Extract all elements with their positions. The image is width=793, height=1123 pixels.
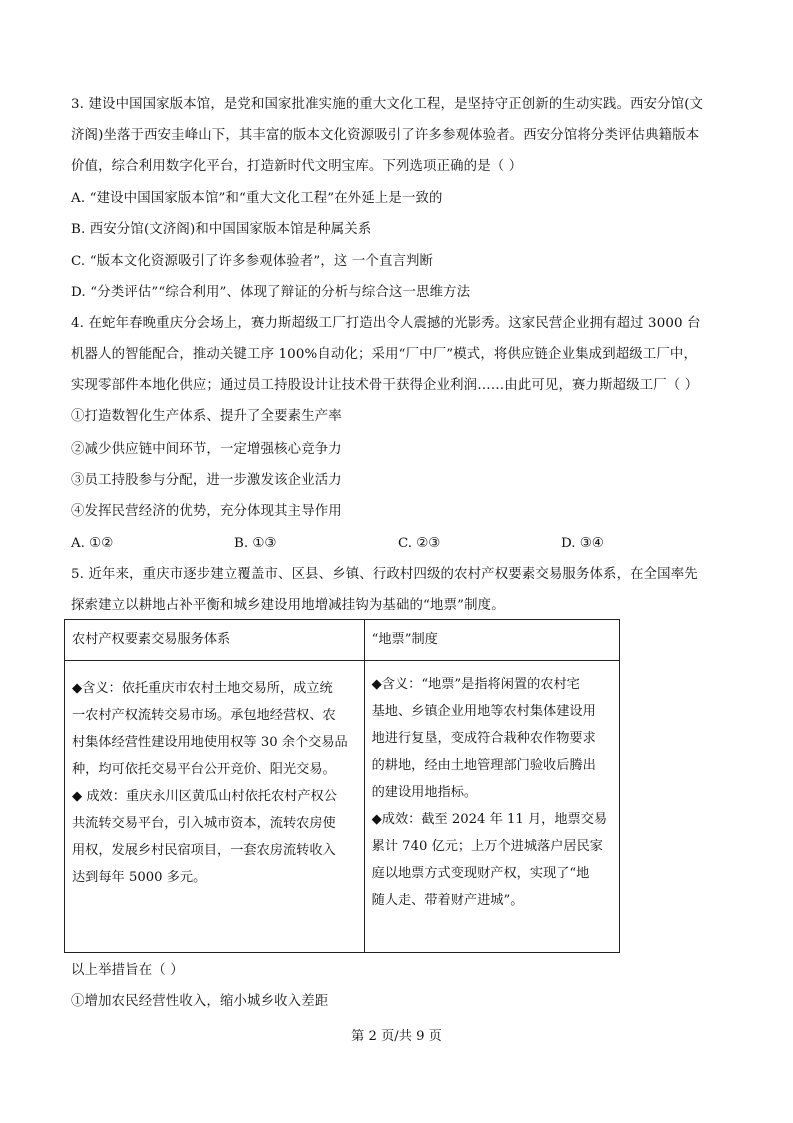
left-cell-line: 村集体经营性建设用地使用权等 30 余个交易品 [72,735,348,750]
right-cell-line: 随人走、带着财产进城”。 [371,893,524,908]
q4-stem-line-2: 机器人的智能配合，推动关键工序 100%自动化；采用“厂中厂”模式，将供应链企业集成到超级工厂中， [71,347,697,362]
q4-option-a: A. ①② [71,536,114,551]
q4-stem-line-3: 实现零部件本地化供应；通过员工持股设计让技术骨干获得企业利润……由此可见，赛力斯超级工厂（ ） [71,378,699,393]
table-header-left [65,620,365,661]
right-cell-line: 的建设用地指标。 [371,785,478,800]
right-cell-line: 基地、乡镇企业用地等农村集体建设用 [371,704,596,719]
q5-stem-line-1: 5. 近年来，重庆市逐步建立覆盖市、区县、乡镇、行政村四级的农村产权要素交易服务体系，在全国率先 [71,567,698,582]
right-cell-line: 庭以地票方式变现财产权，实现了“地 [371,866,590,881]
left-cell-line: 共流转交易平台，引入城市资本，流转农房使 [72,816,336,831]
page-footer: 第 2 页/共 9 页 [351,1029,442,1044]
q5-stem-line-2: 探索建立以耕地占补平衡和城乡建设用地增减挂钩为基础的“地票”制度。 [71,598,505,613]
q3-option-a: A. “建设中国国家版本馆”和“重大文化工程”在外延上是一致的 [71,191,443,206]
left-cell-line: 达到每年 5000 多元。 [72,870,207,885]
right-cell-line: ◆成效：截至 2024 年 11 月，地票交易 [371,812,608,827]
table-cell-right [364,661,619,953]
q5-question: 以上举措旨在（ ） [71,963,184,978]
q4-stem-line-1: 4. 在蛇年春晚重庆分会场上，赛力斯超级工厂打造出令人震撼的光影秀。这家民营企业拥有超过 3000 台 [71,316,701,331]
left-cell-line: 种，均可依托交易平台公开竞价、阳光交易。 [72,762,336,777]
q4-options-row [71,536,671,554]
q4-statement-1: ①打造数智化生产体系、提升了全要素生产率 [71,409,342,424]
q3-option-b: B. 西安分馆(文济阁)和中国国家版本馆是种属关系 [71,222,372,237]
table-header-left-text: 农村产权要素交易服务体系 [72,632,231,647]
table-header-right [364,620,619,661]
right-cell-line: ◆含义：“地票”是指将闲置的农村宅 [371,677,580,692]
q4-statement-2: ②减少供应链中间环节，一定增强核心竞争力 [71,442,342,457]
right-cell-line: 累计 740 亿元；上万个进城落户居民家 [371,839,603,854]
q4-statement-3: ③员工持股参与分配，进一步激发该企业活力 [71,473,342,488]
table-cell-left [65,661,365,953]
q4-statement-4: ④发挥民营经济的优势，充分体现其主导作用 [71,504,342,519]
q5-statement-1: ①增加农民经营性收入，缩小城乡收入差距 [71,994,329,1009]
left-cell-line: ◆ 成效：重庆永川区黄瓜山村依托农村产权公 [72,789,337,804]
table-header-right-text: “地票”制度 [371,632,438,647]
q4-option-b: B. ①③ [234,536,277,551]
q4-option-c: C. ②③ [398,536,441,551]
comparison-table [64,619,620,953]
q4-option-d: D. ③④ [561,536,604,551]
q3-stem-line-3: 价值，综合利用数字化平台，打造新时代文明宝库。下列选项正确的是（ ） [71,159,523,174]
left-cell-line: ◆含义：依托重庆市农村土地交易所，成立统 [72,681,333,696]
q3-stem-line-1: 3. 建设中国国家版本馆，是党和国家批准实施的重大文化工程，是坚持守正创新的生动实践。西安分馆(文 [71,97,704,112]
q3-stem-line-2: 济阁)坐落于西安圭峰山下，其丰富的版本文化资源吸引了许多参观体验者。西安分馆将分类评估典籍版本 [71,128,700,143]
right-cell-line: 地进行复垦，变成符合栽种农作物要求 [371,731,596,746]
left-cell-line: 一农村产权流转交易市场。承包地经营权、农 [72,708,336,723]
q3-option-c: C. “版本文化资源吸引了许多参观体验者”，这 一个直言判断 [71,254,434,269]
right-cell-line: 的耕地，经由土地管理部门验收后腾出 [371,758,596,773]
left-cell-line: 用权，发展乡村民宿项目，一套农房流转收入 [72,843,336,858]
q3-option-d: D. “分类评估”“综合利用”、体现了辩证的分析与综合这一思维方法 [71,285,471,300]
